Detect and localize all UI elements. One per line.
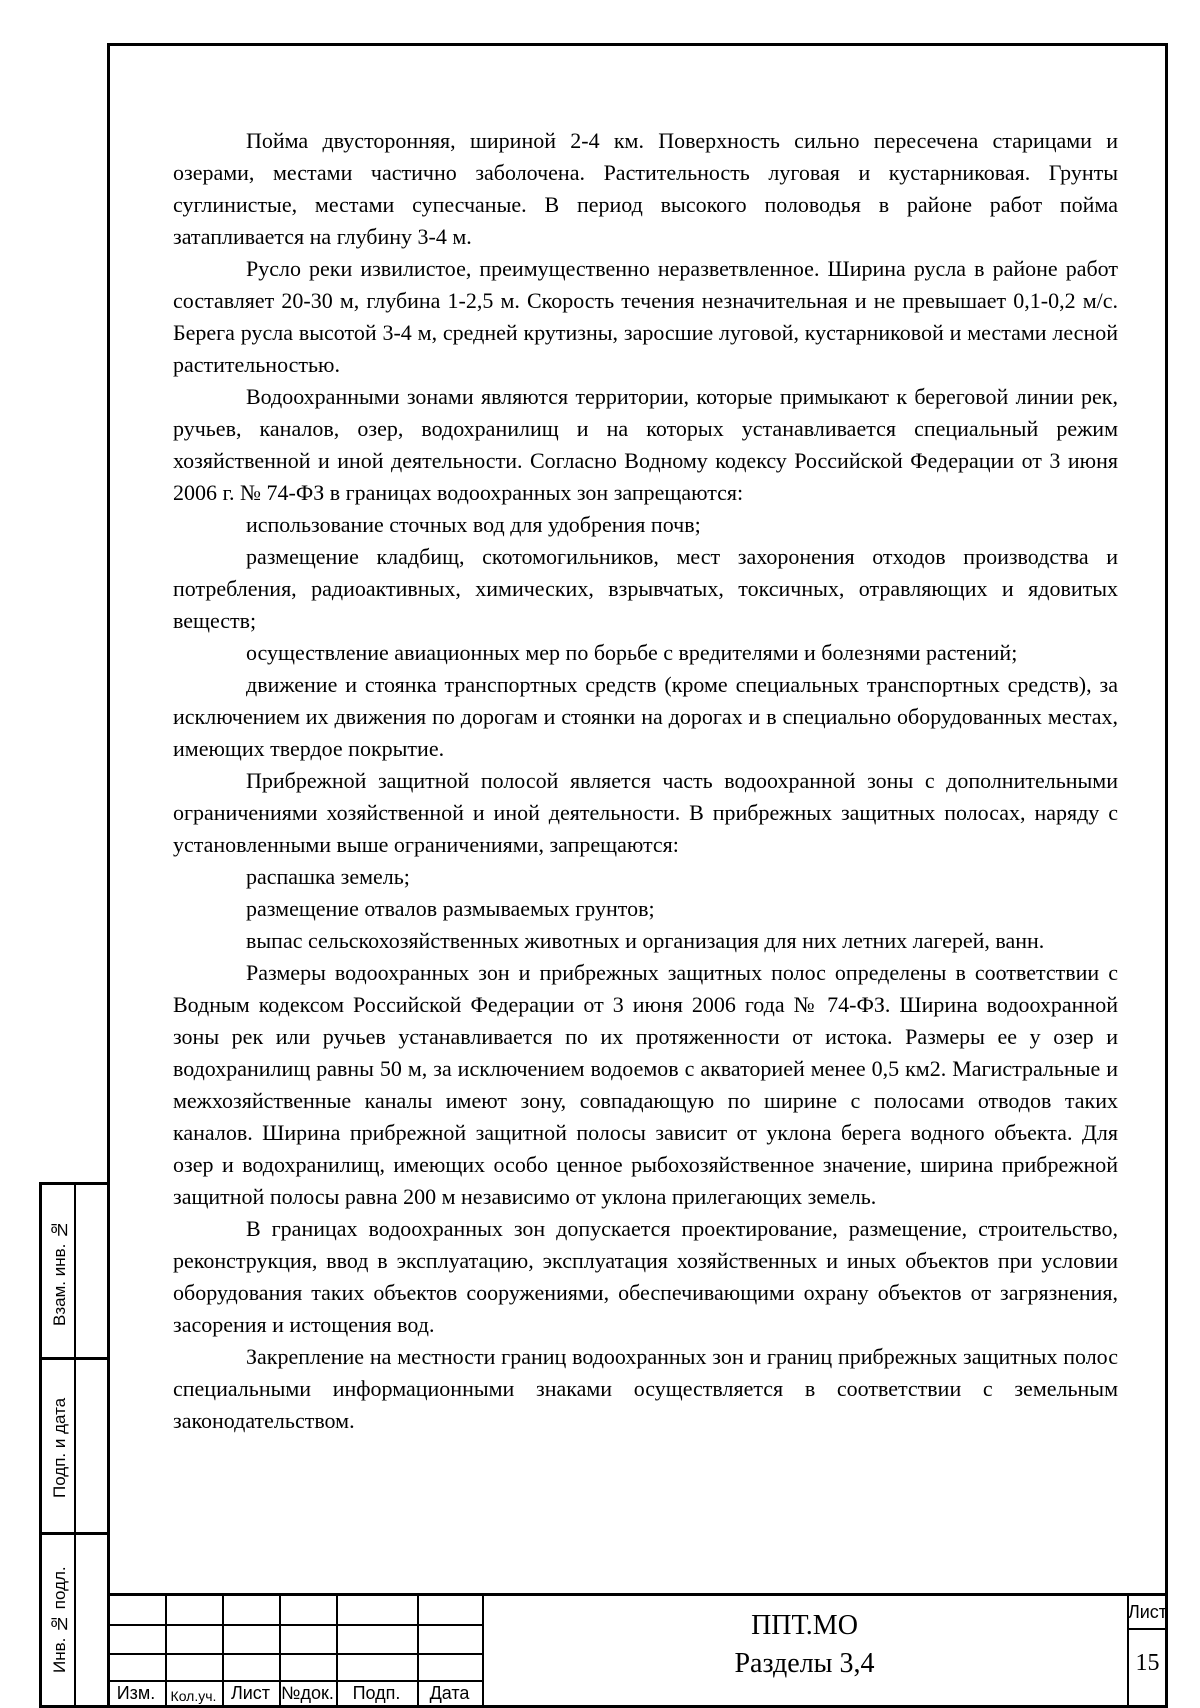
stamp-row-line — [107, 1624, 482, 1626]
list-item: размещение кладбищ, скотомогильников, мест захоронения отходов производства и потребления, радиоактивных, химических, взрывчатых, токсичных, отравляющих и ядовитых веществ; — [173, 544, 1118, 633]
title-block — [107, 1593, 1168, 1708]
list-item: размещение отвалов размываемых грунтов; — [246, 896, 655, 921]
list-item: осуществление авиационных мер по борьбе с вредителями и болезнями растений; — [246, 640, 1018, 665]
paragraph: Закрепление на местности границ водоохранных зон и границ прибрежных защитных полос специальными информационными знаками осуществляется в соответствии с земельным законодательством. — [173, 1344, 1118, 1433]
stamp-header-podp: Подп. — [352, 1683, 401, 1703]
side-strip — [39, 1182, 107, 1708]
sheet-label: Лист — [1127, 1602, 1168, 1622]
list-item: движение и стоянка транспортных средств (кроме специальных транспортных средств), за исключением их движения по дорогам и стоянки на дорогах и в специально оборудованных местах, имеющих твердое покрытие. — [173, 672, 1118, 761]
list-item: использование сточных вод для удобрения почв; — [246, 512, 701, 537]
stamp-header-ndok: №док. — [281, 1683, 334, 1703]
stamp-row-line — [107, 1653, 482, 1655]
stamp-header-kol-uch: Кол.уч. — [170, 1688, 217, 1704]
paragraph: В границах водоохранных зон допускается проектирование, размещение, строительство, реконструкция, ввод в эксплуатацию, эксплуатация хозяйственных и иных объектов при условии оборудования таких объектов сооружениями, обеспечивающими охрану объектов от загрязнения, засорения и истощения вод. — [173, 1216, 1118, 1337]
list-item: распашка земель; — [246, 864, 410, 889]
side-label-inv-podl: Инв. № подл. — [50, 1566, 69, 1674]
list-item: выпас сельскохозяйственных животных и организация для них летних лагерей, ванн. — [246, 928, 1045, 953]
sheet-number: 15 — [1135, 1650, 1160, 1676]
side-label-vzam-inv: Взам. инв. № — [50, 1219, 69, 1326]
paragraph: Прибрежной защитной полосой является часть водоохранной зоны с дополнительными ограничениями хозяйственной и иной деятельности. В прибрежных защитных полосах, наряду с установленными выше ограничениями, запрещаются: — [173, 768, 1118, 857]
paragraph: Русло реки извилистое, преимущественно неразветвленное. Ширина русла в районе работ составляет 20-30 м, глубина 1-2,5 м. Скорость течения незначительная и не превышает 0,1-0,2 м/с. Берега русла высотой 3-4 м, средней крутизны, заросшие луговой, кустарниковой и местами лесной растительностью. — [173, 256, 1118, 377]
document-body — [173, 125, 1118, 1437]
stamp-header-izm: Изм. — [116, 1683, 156, 1703]
stamp-header-list: Лист — [230, 1683, 271, 1703]
document-code: ППТ.МО — [751, 1610, 858, 1641]
paragraph: Размеры водоохранных зон и прибрежных защитных полос определены в соответствии с Водным кодексом Российской Федерации от 3 июня 2006 года № 74-ФЗ. Ширина водоохранной зоны рек или ручьев устанавливается по их протяженности от истока. Размеры ее у озер и водохранилищ равны 50 м, за исключением водоемов с акваторией менее 0,5 км2. Магистральные и межхозяйственные каналы имеют зону, совпадающую по ширине с полосами отводов таких каналов. Ширина прибрежной защитной полосы зависит от уклона берега водного объекта. Для озер и водохранилищ, имеющих особо ценное рыбохозяйственное значение, ширина прибрежной защитной полосы равна 200 м независимо от уклона прилегающих земель. — [173, 960, 1118, 1209]
paragraph: Водоохранными зонами являются территории, которые примыкают к береговой линии рек, ручьев, каналов, озер, водохранилищ и на которых устанавливается специальный режим хозяйственной и иной деятельности. Согласно Водному кодексу Российской Федерации от 3 июня 2006 г. № 74-ФЗ в границах водоохранных зон запрещаются: — [173, 384, 1118, 505]
stamp-header-data: Дата — [429, 1683, 470, 1703]
document-subtitle: Разделы 3,4 — [734, 1648, 875, 1679]
stamp-row-line — [107, 1680, 482, 1682]
side-label-podp-data: Подп. и дата — [50, 1397, 69, 1498]
paragraph: Пойма двусторонняя, шириной 2-4 км. Поверхность сильно пересечена старицами и озерами, местами частично заболочена. Растительность луговая и кустарниковая. Грунты суглинистые, местами супесчаные. В период высокого половодья в районе работ пойма затапливается на глубину 3-4 м. — [173, 128, 1118, 249]
